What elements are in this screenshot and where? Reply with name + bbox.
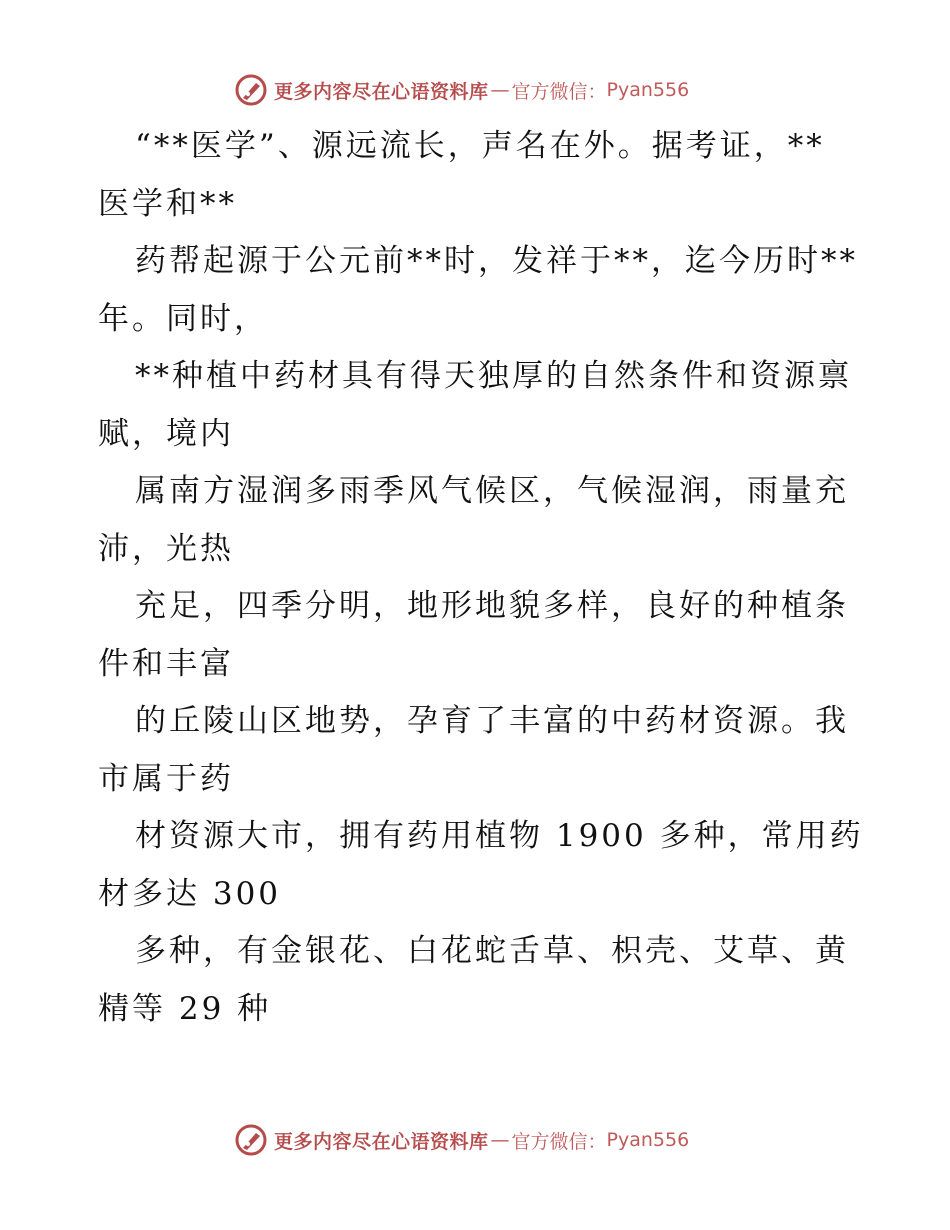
banner-site-name: 更多内容尽在心语资料库 <box>274 1130 489 1153</box>
paragraph-line-continued: 精等 29 种 <box>98 990 272 1027</box>
paragraph-line: 的丘陵山区地势，孕育了丰富的中药材资源。我 <box>135 703 849 739</box>
paragraph <box>98 348 854 463</box>
document-body <box>98 118 864 1038</box>
paragraph-line: **种植中药材具有得天独厚的自然条件和资源禀 <box>135 358 852 394</box>
paragraph <box>98 808 864 923</box>
banner-wechat-id: Pyan556 <box>606 79 690 101</box>
paragraph <box>98 463 854 578</box>
paragraph <box>98 693 854 808</box>
paragraph <box>98 233 858 348</box>
paragraph-line-continued: 医学和** <box>98 185 237 222</box>
pen-nib-logo-icon <box>234 1123 268 1157</box>
banner-wechat-label: 官方微信： <box>511 1130 607 1153</box>
banner-wechat-id: Pyan556 <box>606 1129 690 1151</box>
banner-dash: — <box>490 79 510 101</box>
paragraph-line-continued: 赋，境内 <box>98 415 234 452</box>
paragraph <box>98 578 854 693</box>
paragraph-line: 充足，四季分明，地形地貌多样，良好的种植条 <box>135 588 849 624</box>
paragraph <box>98 118 854 233</box>
paragraph-line: 多种，有金银花、白花蛇舌草、枳壳、艾草、黄 <box>135 933 849 969</box>
banner-site-name: 更多内容尽在心语资料库 <box>274 80 489 103</box>
paragraph-line: 材资源大市，拥有药用植物 1900 多种，常用药 <box>135 818 864 854</box>
banner-wechat-label: 官方微信： <box>511 80 607 103</box>
paragraph <box>98 923 854 1038</box>
paragraph-line-continued: 材多达 300 <box>98 875 282 912</box>
paragraph-line: “**医学”、源远流长，声名在外。据考证，** <box>135 128 825 164</box>
paragraph-line: 属南方湿润多雨季风气候区，气候湿润，雨量充 <box>135 473 849 509</box>
header-watermark-banner <box>234 72 689 108</box>
paragraph-line-continued: 市属于药 <box>98 760 234 797</box>
footer-watermark-banner <box>234 1122 689 1158</box>
paragraph-line-continued: 件和丰富 <box>98 645 234 682</box>
paragraph-line-continued: 年。同时， <box>98 300 268 337</box>
paragraph-line: 药帮起源于公元前**时，发祥于**，迄今历时** <box>135 243 858 279</box>
pen-nib-logo-icon <box>234 73 268 107</box>
paragraph-line-continued: 沛，光热 <box>98 530 234 567</box>
banner-dash: — <box>490 1129 510 1151</box>
